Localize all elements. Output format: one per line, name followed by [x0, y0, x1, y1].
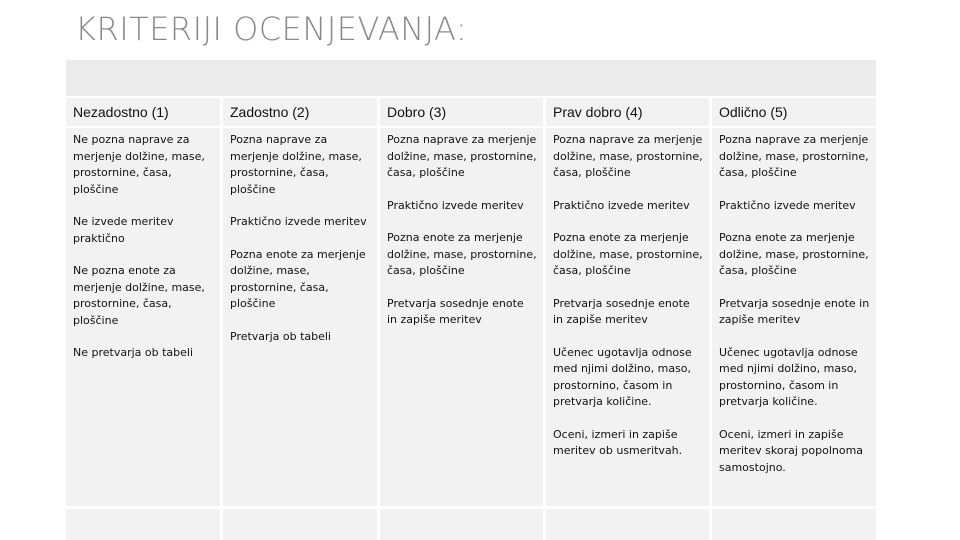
- column-prav-dobro: [546, 128, 709, 506]
- empty-cell: [223, 509, 377, 540]
- header-nezadostno: Nezadostno (1): [66, 98, 220, 126]
- header-dobro: Dobro (3): [380, 98, 543, 126]
- table-body-row: [66, 128, 876, 506]
- criterion-text: Pozna enote za merjenje dolžine, mase, prostornine, časa, ploščine: [230, 247, 366, 310]
- header-prav-dobro: Prav dobro (4): [546, 98, 709, 126]
- criterion-text: Pretvarja sosednje enote in zapiše meritev: [719, 296, 870, 326]
- criterion-text: Pozna naprave za merjenje dolžine, mase, prostornine, časa, ploščine: [230, 133, 362, 196]
- page-title: KRITERIJI OCENJEVANJA:: [75, 10, 468, 48]
- criterion-text: Ne izvede meritev praktično: [73, 215, 174, 245]
- criterion-text: Pozna enote za merjenje dolžine, mase, prostornine, časa, ploščine: [719, 231, 869, 277]
- criterion-text: Pretvarja sosednje enote in zapiše meritev: [387, 296, 524, 326]
- criterion-text: Pozna enote za merjenje dolžine, mase, prostornine, časa, ploščine: [387, 231, 537, 277]
- criterion-text: Pozna naprave za merjenje dolžine, mase, prostornine, časa, ploščine: [719, 133, 869, 179]
- criterion-text: Ne pozna naprave za merjenje dolžine, mase, prostornine, časa, ploščine: [73, 133, 205, 196]
- criterion-text: Učenec ugotavlja odnose med njimi dolžino, maso, prostornino, časom in pretvarja količine.: [719, 345, 858, 408]
- empty-cell: [380, 509, 543, 540]
- criterion-text: Pozna naprave za merjenje dolžine, mase, prostornine, časa, ploščine: [387, 133, 537, 179]
- empty-cell: [712, 509, 876, 540]
- criterion-text: Ne pretvarja ob tabeli: [73, 346, 194, 359]
- criterion-text: Pozna enote za merjenje dolžine, mase, prostornine, časa, ploščine: [553, 231, 703, 277]
- column-dobro: [380, 128, 543, 506]
- criterion-text: Praktično izvede meritev: [387, 198, 524, 212]
- header-zadostno: Zadostno (2): [223, 98, 377, 126]
- criterion-text: Učenec ugotavlja odnose med njimi dolžino, maso, prostornino, časom in pretvarja količine.: [553, 345, 692, 408]
- table-footer-row: [66, 509, 876, 540]
- column-nezadostno: [66, 128, 220, 506]
- criterion-text: Praktično izvede meritev: [719, 198, 856, 212]
- table-header-row: [66, 98, 876, 126]
- criterion-text: Pozna naprave za merjenje dolžine, mase, prostornine, časa, ploščine: [553, 133, 703, 179]
- criterion-text: Ne pozna enote za merjenje dolžine, mase, prostornine, časa, ploščine: [73, 264, 205, 327]
- empty-cell: [546, 509, 709, 540]
- criterion-text: Oceni, izmeri in zapiše meritev ob usmeritvah.: [553, 427, 683, 457]
- criterion-text: Pretvarja ob tabeli: [230, 329, 331, 343]
- criterion-text: Praktično izvede meritev: [230, 215, 367, 228]
- empty-cell: [66, 509, 220, 540]
- table-top-band: [66, 60, 876, 96]
- criterion-text: Oceni, izmeri in zapiše meritev skoraj popolnoma samostojno.: [719, 427, 864, 474]
- header-odlicno: Odlično (5): [712, 98, 876, 126]
- criterion-text: Pretvarja sosednje enote in zapiše meritev: [553, 296, 690, 326]
- column-zadostno: [223, 128, 377, 506]
- criterion-text: Praktično izvede meritev: [553, 198, 690, 212]
- column-odlicno: [712, 128, 876, 506]
